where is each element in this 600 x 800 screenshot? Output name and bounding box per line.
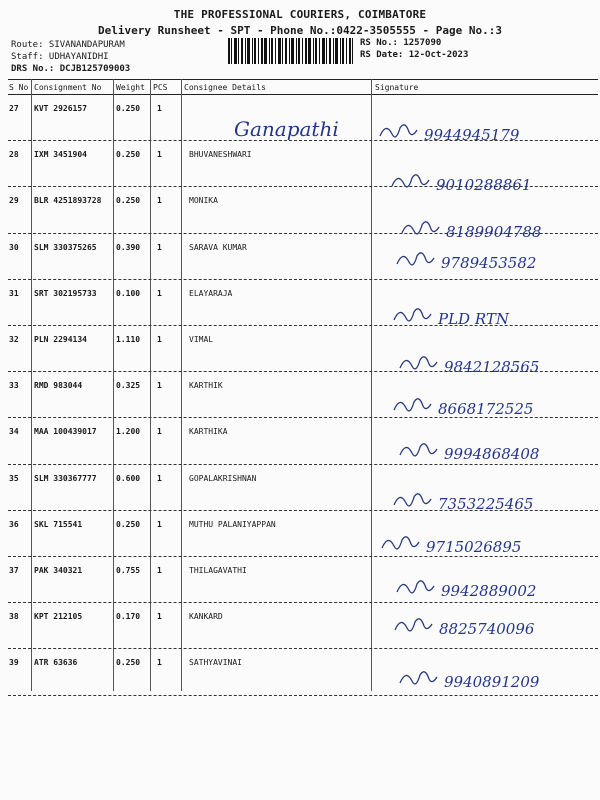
runsheet-subtitle: Delivery Runsheet - SPT - Phone No.:0422-3505555 - Page No.:3 bbox=[98, 24, 502, 37]
cell-sno: 32 bbox=[9, 335, 19, 344]
cell-consignment: MAA 100439017 bbox=[34, 427, 97, 437]
cell-consignment: ATR 63636 bbox=[34, 658, 78, 668]
cell-consignment: KPT 212105 bbox=[34, 612, 83, 622]
cell-sno: 27 bbox=[9, 104, 19, 113]
table-header-rule bbox=[8, 94, 598, 95]
signature-scribble bbox=[380, 125, 417, 137]
signature-phone-text: 9940891209 bbox=[444, 673, 540, 691]
cell-pcs: 1 bbox=[157, 473, 162, 483]
handwritten-signature bbox=[398, 350, 600, 380]
cell-pcs: 1 bbox=[157, 519, 162, 529]
cell-consignment: IXM 3451904 bbox=[34, 150, 87, 160]
cell-sno: 33 bbox=[9, 381, 19, 391]
cell-weight: 0.250 bbox=[116, 104, 141, 113]
signature-phone-text: PLD RTN bbox=[438, 310, 510, 328]
cell-consignment: PLN 2294134 bbox=[34, 335, 87, 344]
handwritten-signature bbox=[380, 530, 590, 560]
handwritten-signature bbox=[395, 246, 600, 276]
cell-pcs: 1 bbox=[157, 612, 162, 622]
cell-consignment: PAK 340321 bbox=[34, 566, 83, 575]
signature-phone-text: 9944945179 bbox=[424, 126, 520, 144]
cell-weight: 0.250 bbox=[116, 150, 141, 160]
route-label: Route: SIVANANDAPURAM bbox=[11, 40, 125, 50]
rs-number: RS No.: 1257090 bbox=[360, 38, 442, 48]
cell-weight: 0.390 bbox=[116, 242, 141, 252]
cell-consignee: KARTHIK bbox=[189, 381, 223, 391]
cell-weight: 0.755 bbox=[116, 566, 141, 575]
cell-consignment: RMD 983044 bbox=[34, 381, 83, 391]
handwritten-signature bbox=[378, 118, 588, 148]
cell-consignee: BHUVANESHWARI bbox=[189, 150, 252, 160]
drs-number: DRS No.: DCJB125709003 bbox=[11, 64, 131, 74]
handwritten-signature bbox=[398, 665, 600, 695]
cell-pcs: 1 bbox=[157, 381, 162, 391]
cell-consignee: MUTHU PALANIYAPPAN bbox=[189, 519, 276, 529]
handwritten-consignee-text: Ganapathi bbox=[234, 117, 339, 141]
col-header-pcs: PCS bbox=[153, 83, 168, 92]
signature-scribble bbox=[394, 399, 431, 411]
cell-pcs: 1 bbox=[157, 658, 162, 668]
signature-phone-text: 9010288861 bbox=[436, 176, 532, 194]
cell-consignee: SATHYAVINAI bbox=[189, 658, 242, 668]
signature-scribble bbox=[395, 619, 432, 631]
cell-consignee: VIMAL bbox=[189, 335, 214, 344]
cell-weight: 0.170 bbox=[116, 612, 141, 622]
cell-sno: 31 bbox=[9, 288, 19, 298]
cell-pcs: 1 bbox=[157, 335, 162, 344]
signature-scribble bbox=[392, 175, 429, 187]
cell-weight: 1.110 bbox=[116, 335, 141, 344]
cell-consignment: SKL 715541 bbox=[34, 519, 83, 529]
signature-scribble bbox=[400, 357, 437, 369]
handwritten-signature bbox=[395, 574, 600, 604]
column-divider bbox=[181, 79, 182, 691]
column-divider bbox=[31, 79, 32, 691]
col-header-consignment: Consignment No bbox=[34, 83, 102, 92]
cell-sno: 30 bbox=[9, 242, 19, 252]
signature-scribble bbox=[382, 537, 419, 549]
signature-scribble bbox=[397, 581, 434, 593]
cell-pcs: 1 bbox=[157, 427, 162, 437]
cell-pcs: 1 bbox=[157, 242, 162, 252]
signature-phone-text: 8825740096 bbox=[439, 620, 535, 638]
company-title: THE PROFESSIONAL COURIERS, COIMBATORE bbox=[173, 8, 427, 21]
row-separator bbox=[8, 279, 598, 280]
cell-sno: 35 bbox=[9, 473, 19, 483]
signature-phone-text: 8668172525 bbox=[438, 400, 534, 418]
cell-pcs: 1 bbox=[157, 150, 162, 160]
handwritten-signature bbox=[392, 302, 600, 332]
cell-consignee: KARTHIKA bbox=[189, 427, 228, 437]
signature-phone-text: 9842128565 bbox=[444, 358, 540, 376]
signature-scribble bbox=[397, 253, 434, 265]
signature-scribble bbox=[394, 309, 431, 321]
barcode-image bbox=[228, 38, 353, 64]
cell-pcs: 1 bbox=[157, 196, 162, 206]
column-divider bbox=[371, 79, 372, 691]
signature-scribble bbox=[402, 222, 439, 234]
signature-phone-text: 9789453582 bbox=[441, 254, 537, 272]
cell-sno: 29 bbox=[9, 196, 19, 206]
cell-weight: 0.250 bbox=[116, 658, 141, 668]
table-top-rule bbox=[8, 79, 598, 80]
signature-scribble bbox=[400, 672, 437, 684]
cell-consignment: KVT 2926157 bbox=[34, 104, 87, 113]
cell-pcs: 1 bbox=[157, 104, 162, 113]
cell-consignee: GOPALAKRISHNAN bbox=[189, 473, 257, 483]
cell-sno: 36 bbox=[9, 519, 19, 529]
cell-consignment: SLM 330375265 bbox=[34, 242, 97, 252]
cell-pcs: 1 bbox=[157, 566, 162, 575]
cell-consignment: SRT 302195733 bbox=[34, 288, 97, 298]
column-divider bbox=[113, 79, 114, 691]
signature-phone-text: 8189904788 bbox=[446, 223, 542, 241]
handwritten-signature bbox=[392, 392, 600, 422]
cell-consignee: KANKARD bbox=[189, 612, 223, 622]
handwritten-signature bbox=[400, 215, 600, 245]
col-header-consignee: Consignee Details bbox=[184, 83, 266, 92]
signature-phone-text: 9715026895 bbox=[426, 538, 522, 556]
rs-date: RS Date: 12-Oct-2023 bbox=[360, 50, 469, 60]
cell-consignee: THILAGAVATHI bbox=[189, 566, 247, 575]
cell-weight: 0.250 bbox=[116, 196, 141, 206]
col-header-sno: S No bbox=[9, 83, 29, 92]
signature-scribble bbox=[400, 444, 437, 456]
cell-weight: 0.250 bbox=[116, 519, 141, 529]
handwritten-signature bbox=[393, 612, 600, 642]
cell-consignee: MONIKA bbox=[189, 196, 218, 206]
col-header-signature: Signature bbox=[375, 83, 419, 92]
cell-sno: 38 bbox=[9, 612, 19, 622]
row-separator bbox=[8, 648, 598, 649]
signature-phone-text: 9942889002 bbox=[441, 582, 537, 600]
cell-sno: 39 bbox=[9, 658, 19, 668]
cell-pcs: 1 bbox=[157, 288, 162, 298]
cell-sno: 28 bbox=[9, 150, 19, 160]
signature-phone-text: 7353225465 bbox=[438, 495, 534, 513]
cell-consignee: ELAYARAJA bbox=[189, 288, 233, 298]
cell-consignment: BLR 4251893728 bbox=[34, 196, 102, 206]
handwritten-signature bbox=[390, 168, 600, 198]
cell-sno: 34 bbox=[9, 427, 19, 437]
handwritten-signature bbox=[392, 487, 600, 517]
column-divider bbox=[150, 79, 151, 691]
cell-sno: 37 bbox=[9, 566, 19, 575]
handwritten-signature bbox=[398, 437, 600, 467]
cell-weight: 0.325 bbox=[116, 381, 141, 391]
staff-label: Staff: UDHAYANIDHI bbox=[11, 52, 109, 62]
cell-weight: 1.200 bbox=[116, 427, 141, 437]
cell-consignee: SARAVA KUMAR bbox=[189, 242, 247, 252]
handwritten-consignee-name bbox=[228, 112, 368, 146]
col-header-weight: Weight bbox=[116, 83, 145, 92]
cell-weight: 0.600 bbox=[116, 473, 141, 483]
cell-consignment: SLM 330367777 bbox=[34, 473, 97, 483]
signature-phone-text: 9994868408 bbox=[444, 445, 540, 463]
signature-scribble bbox=[394, 494, 431, 506]
cell-weight: 0.100 bbox=[116, 288, 141, 298]
